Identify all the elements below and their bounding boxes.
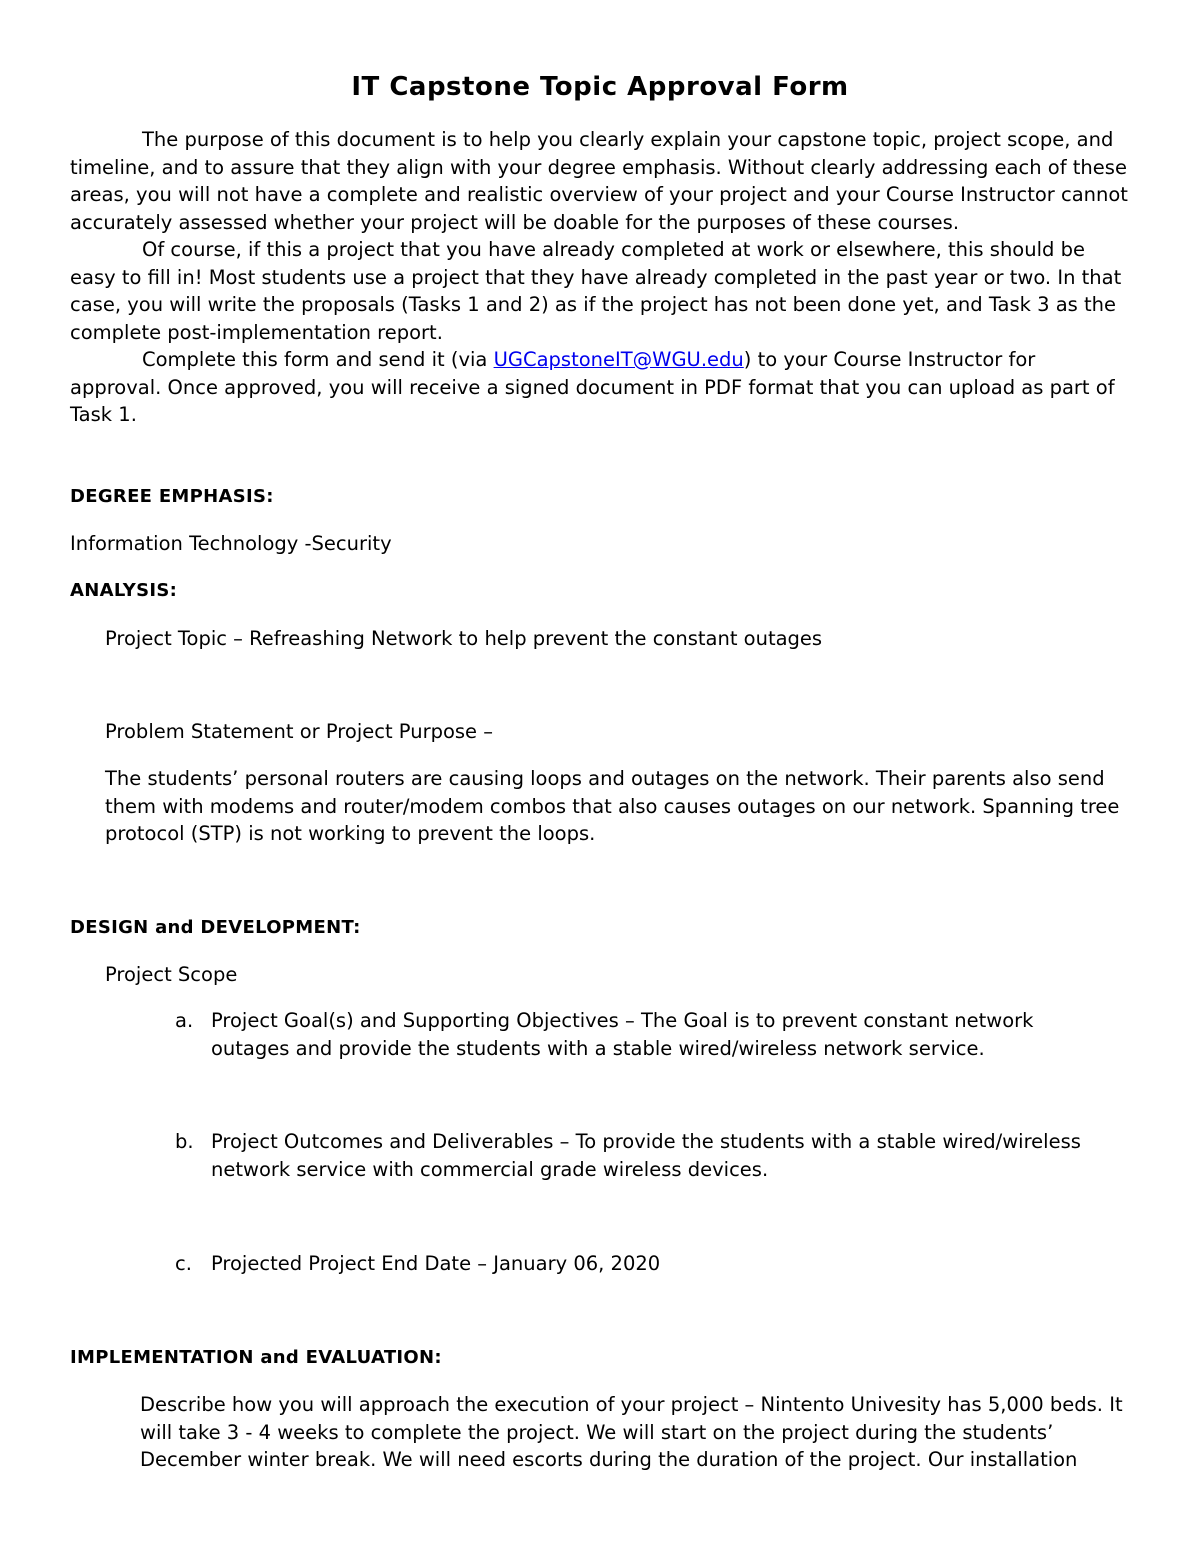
list-item-end-date (175, 1250, 1080, 1278)
list-item-text: Project Goal(s) and Supporting Objectives – The Goal is to prevent constant network outages and provide the students with a stable wired/wireless network service. (211, 1009, 1034, 1060)
degree-emphasis-value: Information Technology -Security (70, 532, 392, 555)
submit-text-after: ) to your Course Instructor for approval. Once approved, you will receive a signed document in PDF format that you can upload as part of Task 1. (70, 348, 1115, 426)
list-item-text: Projected Project End Date – January 06, 2020 (211, 1252, 661, 1275)
instructor-email-link[interactable]: UGCapstoneIT@WGU.edu (493, 348, 744, 371)
submit-text-before: Complete this form and send it (via (142, 348, 494, 371)
list-item-outcomes (175, 1128, 1125, 1183)
page-title: IT Capstone Topic Approval Form (351, 72, 849, 102)
project-scope-label: Project Scope (105, 963, 238, 986)
implementation-text: Describe how you will approach the execution of your project – Nintento Univesity has 5,000 beds. It will take 3 - 4 weeks to complete the project. We will start on the project during the students’ December winter break. We will need escorts during the duration of the project. Our installation (140, 1393, 1123, 1471)
intro-paragraph-completed-project: Of course, if this a project that you have already completed at work or elsewhere, this should be easy to fill in! Most students use a project that they have already completed in the past year or two. In that case, you will write the proposals (Tasks 1 and 2) as if the project has not been done yet, and Task 3 as the complete post-implementation report. (70, 238, 1122, 344)
design-development-heading: DESIGN and DEVELOPMENT: (70, 917, 361, 938)
list-item-goals (175, 1007, 1080, 1062)
implementation-evaluation-heading: IMPLEMENTATION and EVALUATION: (70, 1347, 442, 1368)
degree-emphasis-heading: DEGREE EMPHASIS: (70, 486, 274, 507)
project-topic: Project Topic – Refreashing Network to help prevent the constant outages (105, 627, 823, 650)
problem-statement-label: Problem Statement or Project Purpose – (105, 720, 494, 743)
list-marker: b. (175, 1130, 194, 1153)
list-marker: c. (175, 1252, 192, 1275)
intro-paragraph-purpose: The purpose of this document is to help you clearly explain your capstone topic, project scope, and timeline, and to assure that they align with your degree emphasis. Without clearly addressing each of these areas, you will not have a complete and realistic overview of your project and your Course Instructor cannot accurately assessed whether your project will be doable for the purposes of these courses. (70, 128, 1128, 234)
intro-paragraph-submit (70, 346, 1132, 429)
analysis-heading: ANALYSIS: (70, 580, 178, 601)
problem-statement-text: The students’ personal routers are causing loops and outages on the network. Their parents also send them with modems and router/modem combos that also causes outages on our network. Spanning tree protocol (STP) is not working to prevent the loops. (105, 767, 1120, 845)
intro-section (70, 126, 1132, 429)
list-marker: a. (175, 1009, 194, 1032)
list-item-text: Project Outcomes and Deliverables – To provide the students with a stable wired/wireless network service with commercial grade wireless devices. (211, 1130, 1081, 1181)
